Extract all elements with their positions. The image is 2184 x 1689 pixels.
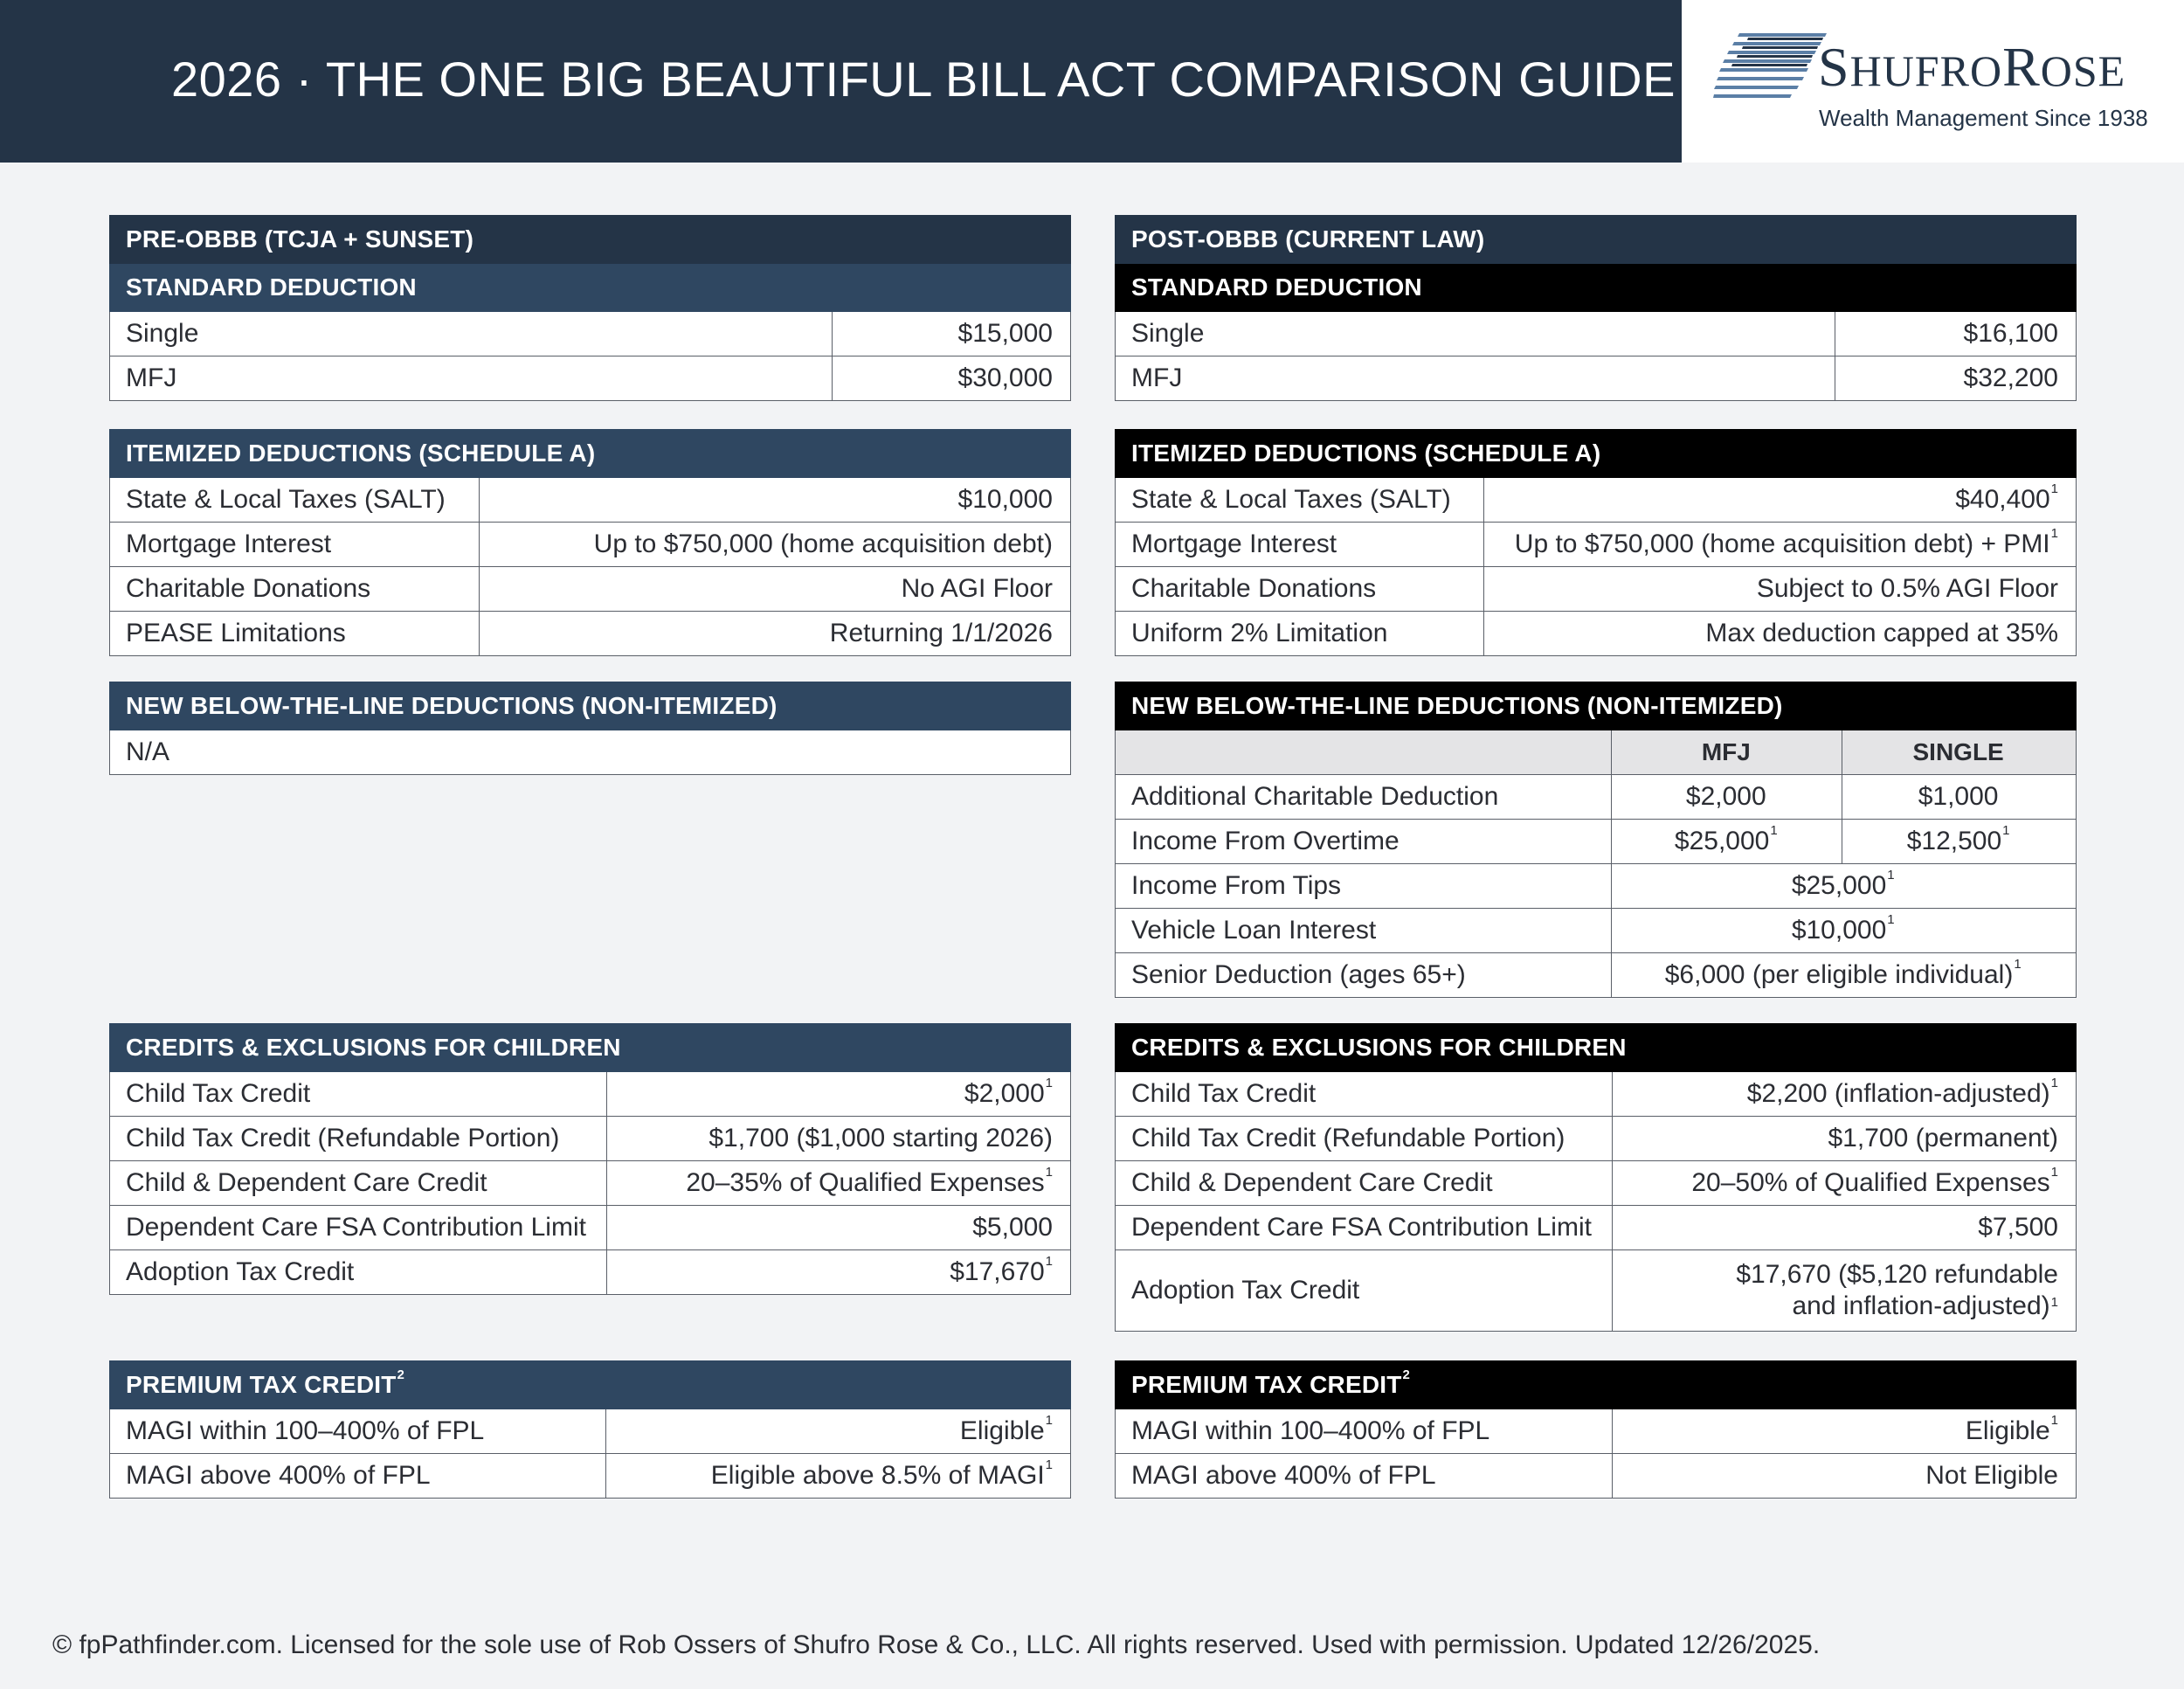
pre-standard-deduction-table — [109, 215, 1071, 401]
logo — [1682, 0, 2184, 163]
section-title: PREMIUM TAX CREDIT$^2$ — [110, 1361, 1071, 1409]
table-row: Single $16,100 — [1116, 312, 2077, 356]
section-title: PREMIUM TAX CREDIT$^2$ — [1116, 1361, 2077, 1409]
table-row: MAGI above 400% of FPL Not Eligible — [1116, 1454, 2077, 1499]
table-row: MAGI above 400% of FPL Eligible above 8.5% of MAGI$^1$ — [110, 1454, 1071, 1499]
table-row: Mortgage Interest Up to $750,000 (home acquisition debt) — [110, 523, 1071, 567]
table-row: Additional Charitable Deduction $2,000 $1,000 — [1116, 775, 2077, 820]
table-row: MAGI within 100–400% of FPL Eligible$^1$ — [110, 1409, 1071, 1454]
table-row: Adoption Tax Credit $17,670 ($5,120 refundable and inflation-adjusted)$^1$ — [1116, 1250, 2077, 1332]
table-row: Child Tax Credit (Refundable Portion) $1,700 (permanent) — [1116, 1117, 2077, 1161]
table-row: Charitable Donations Subject to 0.5% AGI Floor — [1116, 567, 2077, 612]
table-row: Uniform 2% Limitation Max deduction capped at 35% — [1116, 612, 2077, 656]
column-title: PRE-OBBB (TCJA + SUNSET) — [110, 216, 1071, 264]
post-itemized-deductions-table — [1115, 429, 2077, 656]
table-row: Dependent Care FSA Contribution Limit $7,500 — [1116, 1206, 2077, 1250]
page-title: 2026 · THE ONE BIG BEAUTIFUL BILL ACT COMPARISON GUIDE — [171, 52, 1676, 107]
table-row: Mortgage Interest Up to $750,000 (home acquisition debt) + $PMI^1$ — [1116, 523, 2077, 567]
table-row: Single $15,000 — [110, 312, 1071, 356]
pre-children-credits-table — [109, 1023, 1071, 1295]
section-title: STANDARD DEDUCTION — [1116, 264, 2077, 312]
table-row: Charitable Donations No AGI Floor — [110, 567, 1071, 612]
logo-wordmark: SHUFROROSE — [1818, 36, 2126, 98]
section-title: ITEMIZED DEDUCTIONS (SCHEDULE A) — [1116, 430, 2077, 478]
section-title: STANDARD DEDUCTION — [110, 264, 1071, 312]
table-row: Adoption Tax Credit $17,670$^1$ — [110, 1250, 1071, 1295]
column-header-mfj: MFJ — [1612, 730, 1842, 775]
pre-itemized-deductions-table — [109, 429, 1071, 656]
table-row: MFJ $32,200 — [1116, 356, 2077, 401]
column-header-single: SINGLE — [1842, 730, 2077, 775]
table-row: Senior Deduction (ages 65+) $6,000 (per eligible individual)$^1$ — [1116, 953, 2077, 998]
table-row: State & Local Taxes (SALT) $10,000 — [110, 478, 1071, 523]
table-row: Child Tax Credit $2,000$^1$ — [110, 1072, 1071, 1117]
table-row: Income From Tips $25,000$^1$ — [1116, 864, 2077, 909]
header-bar — [0, 0, 1682, 163]
table-row: Vehicle Loan Interest $10,000$^1$ — [1116, 909, 2077, 953]
section-title: ITEMIZED DEDUCTIONS (SCHEDULE A) — [110, 430, 1071, 478]
table-header-row — [1116, 730, 2077, 775]
table-row: MFJ $30,000 — [110, 356, 1071, 401]
post-children-credits-table — [1115, 1023, 2077, 1332]
table-row: Income From Overtime $25,000$^1$ $12,500$^1$ — [1116, 820, 2077, 864]
post-standard-deduction-table — [1115, 215, 2077, 401]
pre-below-the-line-table — [109, 682, 1071, 775]
section-title: NEW BELOW-THE-LINE DEDUCTIONS (NON-ITEMIZED) — [1116, 682, 2077, 730]
section-title: NEW BELOW-THE-LINE DEDUCTIONS (NON-ITEMIZED) — [110, 682, 1071, 730]
table-row: Child & Dependent Care Credit 20–50% of Qualified Expenses$^1$ — [1116, 1161, 2077, 1206]
section-title: CREDITS & EXCLUSIONS FOR CHILDREN — [1116, 1024, 2077, 1072]
table-row: State & Local Taxes (SALT) $40,400$^1$ — [1116, 478, 2077, 523]
post-premium-tax-credit-table — [1115, 1360, 2077, 1499]
column-title: POST-OBBB (CURRENT LAW) — [1116, 216, 2077, 264]
post-below-the-line-table — [1115, 682, 2077, 998]
table-row: N/A — [110, 730, 1071, 775]
copyright-footer: © fpPathfinder.com. Licensed for the sole use of Rob Ossers of Shufro Rose & Co., LLC. All rights reserved. Used with permission. Updated 12/26/2025. — [52, 1630, 1821, 1659]
table-row: Child Tax Credit $2,200 (inflation-adjusted)$^1$ — [1116, 1072, 2077, 1117]
table-row: PEASE Limitations Returning 1/1/2026 — [110, 612, 1071, 656]
section-title: CREDITS & EXCLUSIONS FOR CHILDREN — [110, 1024, 1071, 1072]
table-row: Child & Dependent Care Credit 20–35% of Qualified Expenses$^1$ — [110, 1161, 1071, 1206]
table-row: MAGI within 100–400% of FPL Eligible$^1$ — [1116, 1409, 2077, 1454]
table-row: Dependent Care FSA Contribution Limit $5,000 — [110, 1206, 1071, 1250]
logo-tagline: Wealth Management Since 1938 — [1819, 105, 2148, 131]
logo-stripes-icon — [1713, 31, 1827, 101]
table-row: Child Tax Credit (Refundable Portion) $1,700 ($1,000 starting 2026) — [110, 1117, 1071, 1161]
pre-premium-tax-credit-table — [109, 1360, 1071, 1499]
